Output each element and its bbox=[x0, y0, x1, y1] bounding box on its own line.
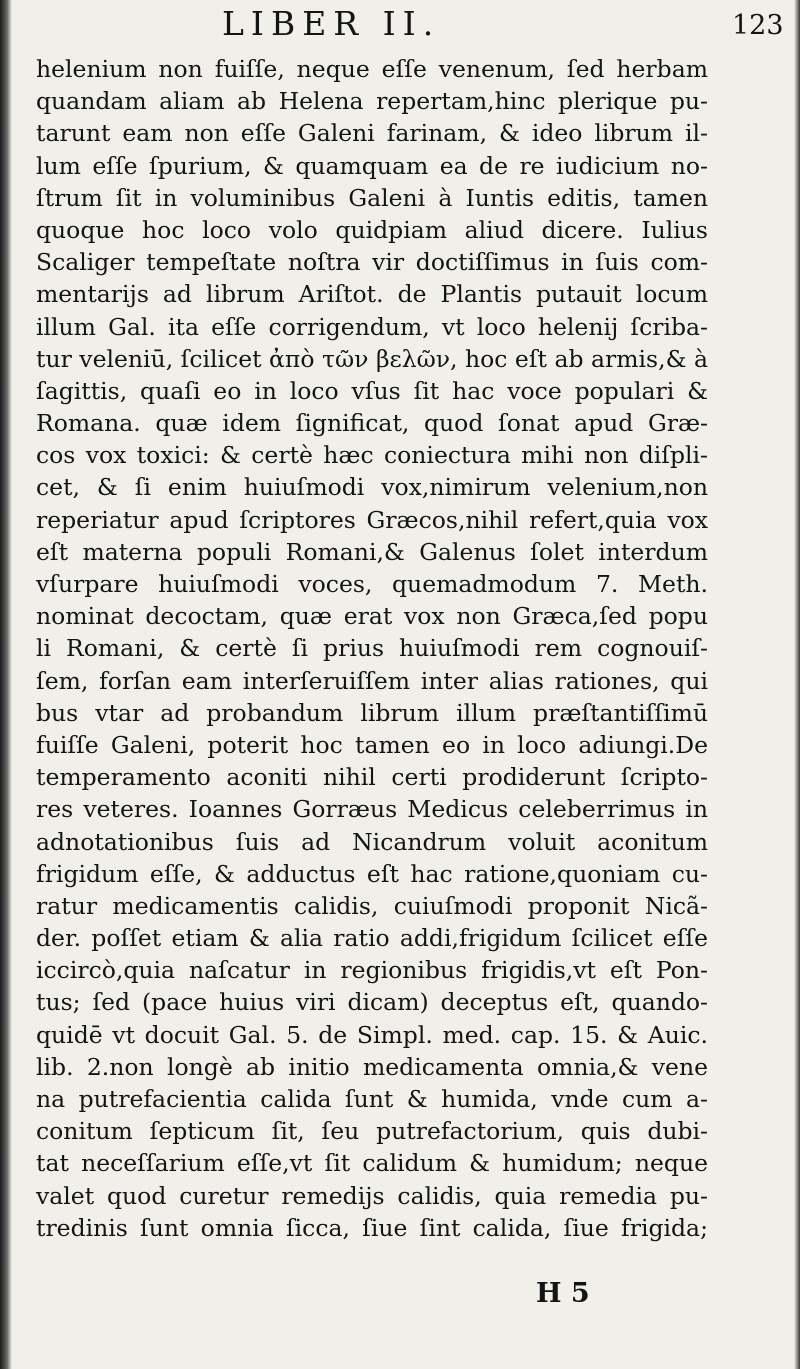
text-line: lum eſſe ſpurium, & quamquam ea de re iudicium no- bbox=[36, 151, 708, 180]
running-head: LIBER II. bbox=[222, 4, 441, 43]
text-line: tarunt eam non eſſe Galeni farinam, & ideo librum il- bbox=[36, 119, 708, 148]
text-line: adnotationibus ſuis ad Nicandrum voluit aconitum bbox=[36, 827, 708, 856]
signature-mark: H 5 bbox=[536, 1278, 590, 1309]
text-line: ſagittis, quaſi eo in loco vſus ſit hac voce populari & bbox=[36, 376, 708, 405]
text-line: tus; ſed (pace huius viri dicam) deceptus eſt, quando- bbox=[36, 988, 708, 1017]
text-line: iccircò,quia naſcatur in regionibus frigidis,vt eſt Pon- bbox=[36, 956, 708, 985]
text-line: fuiſſe Galeni, poterit hoc tamen eo in loco adiungi.De bbox=[36, 730, 708, 759]
text-line: Scaliger tempeſtate noſtra vir doctiſſimus in ſuis com- bbox=[36, 248, 708, 277]
text-line: Romana. quæ idem ſignificat, quod ſonat apud Græ- bbox=[36, 409, 708, 438]
text-line: li Romani, & certè ſi prius huiuſmodi rem cognouiſ- bbox=[36, 634, 708, 663]
text-line: vſurpare huiuſmodi voces, quemadmodum 7. Meth. bbox=[36, 570, 708, 598]
text-line: temperamento aconiti nihil certi prodiderunt ſcripto- bbox=[36, 763, 708, 792]
text-line: quidē vt docuit Gal. 5. de Simpl. med. cap. 15. & Auic. bbox=[36, 1020, 708, 1049]
page-edge-shadow bbox=[794, 0, 800, 1369]
text-line: reperiatur apud ſcriptores Græcos,nihil refert,quia vox bbox=[36, 505, 708, 534]
text-line: lib. 2.non longè ab initio medicamenta omnia,& vene bbox=[36, 1052, 708, 1081]
page-gutter-shadow bbox=[0, 0, 12, 1369]
text-line: tur veleniū, ſcilicet ἀπὸ τῶν βελῶν, hoc eſt ab armis,& à bbox=[36, 344, 708, 373]
text-line: tredinis ſunt omnia ſicca, ſiue ſint calida, ſiue frigida; bbox=[36, 1213, 708, 1242]
page-header bbox=[0, 4, 800, 52]
text-line: cet, & ſi enim huiuſmodi vox,nimirum velenium,non bbox=[36, 473, 708, 502]
text-line: cos vox toxici: & certè hæc coniectura mihi non diſpli- bbox=[36, 441, 708, 470]
text-line: ſem, forſan eam interſeruiſſem inter alias rationes, qui bbox=[36, 666, 708, 695]
text-line: der. poſſet etiam & alia ratio addi,frigidum ſcilicet eſſe bbox=[36, 924, 708, 953]
text-line: quoque hoc loco volo quidpiam aliud dicere. Iulius bbox=[36, 215, 708, 244]
text-line: helenium non fuiſſe, neque eſſe venenum, ſed herbam bbox=[36, 55, 708, 83]
page-number: 123 bbox=[732, 10, 784, 41]
text-line: res veteres. Ioannes Gorræus Medicus celeberrimus in bbox=[36, 795, 708, 824]
text-line: valet quod curetur remedijs calidis, quia remedia pu- bbox=[36, 1181, 708, 1210]
text-line: conitum ſepticum ſit, ſeu putrefactorium, quis dubi- bbox=[36, 1117, 708, 1146]
text-line: ratur medicamentis calidis, cuiuſmodi proponit Nicã- bbox=[36, 891, 708, 920]
text-line: na putrefacientia calida ſunt & humida, vnde cum a- bbox=[36, 1085, 708, 1113]
text-line: mentarijs ad librum Ariſtot. de Plantis putauit locum bbox=[36, 280, 708, 309]
text-line: illum Gal. ita eſſe corrigendum, vt loco helenij ſcriba- bbox=[36, 312, 708, 341]
text-line: quandam aliam ab Helena repertam,hinc plerique pu- bbox=[36, 87, 708, 116]
body-text bbox=[36, 53, 708, 1244]
text-line: ſtrum ſit in voluminibus Galeni à Iuntis editis, tamen bbox=[36, 183, 708, 212]
text-line: tat neceſſarium eſſe,vt ſit calidum & humidum; neque bbox=[36, 1149, 708, 1178]
text-line: bus vtar ad probandum librum illum præſtantiſſimū bbox=[36, 698, 708, 727]
text-line: nominat decoctam, quæ erat vox non Græca,ſed popu bbox=[36, 602, 708, 631]
text-line: eſt materna populi Romani,& Galenus ſolet interdum bbox=[36, 537, 708, 566]
text-line: frigidum eſſe, & adductus eſt hac ratione,quoniam cu- bbox=[36, 859, 708, 888]
